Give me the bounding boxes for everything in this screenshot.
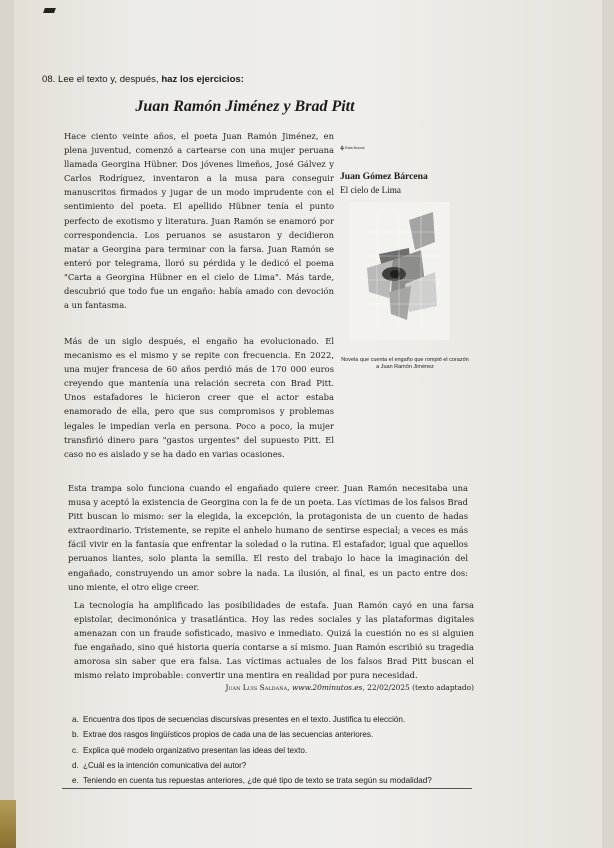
exercise-letter: b. (72, 730, 79, 740)
exercise-text: ¿Cuál es la intención comunicativa del autor? (83, 760, 247, 770)
bottom-divider (62, 788, 472, 789)
exercise-text: Teniendo en cuenta tus repuestas anteriores, ¿de qué tipo de texto se trata según su modalidad? (83, 776, 432, 786)
exercise-letter: a. (72, 715, 79, 724)
exercise-letter: c. (72, 745, 79, 755)
article-title: Juan Ramón Jiménez y Brad Pitt (135, 98, 355, 115)
exercise-text: Encuentra dos tipos de secuencias discursivas presentes en el texto. Justifica tu elección. (83, 715, 406, 724)
exercise-list (72, 712, 482, 788)
publisher-logo-icon: ⚘ (339, 146, 346, 153)
binder-edge (0, 800, 16, 848)
book-caption: Novela que cuenta el engaño que rompió el corazón a Juan Ramón Jiménez (341, 357, 469, 371)
book-publisher: Rata Buscal (345, 146, 365, 150)
book-title: El cielo de Lima (340, 185, 401, 195)
exercise-intro-bold: haz los ejercicios: (161, 74, 244, 85)
article-citation (74, 683, 474, 692)
book-cover-art (349, 202, 450, 340)
exercise-item (72, 743, 482, 758)
article-paragraph-2: Más de un siglo después, el engaño ha evolucionado. El mecanismo es el mismo y se repite con frecuencia. En 2022, una mujer francesa de 60 años perdió más de 170 000 euros creyendo que mantenía una relación secreta con Brad Pitt. Unos estafadores le hicieron creer que el actor estaba enamorado de ella, pero que sus compromisos y problemas legales le impedían verla en persona. Poco a poco, la mujer transfirió dinero para "gastos urgentes" del supuesto Pitt. El caso no es aislado y se ha dado en varias ocasiones. (64, 336, 334, 459)
exercise-item (72, 727, 482, 742)
exercise-item (72, 773, 482, 788)
exercise-item (72, 758, 482, 773)
article-paragraph-1: Hace ciento veinte años, el poeta Juan Ramón Jiménez, en plena juventud, comenzó a cartearse con una mujer peruana llamada Georgina Hübner. Dos jóvenes limeños, José Gálvez y Carlos Rodríguez, inventaron a la musa para conseguir manuscritos firmados y jugar de un modo imprudente con el sentimiento del poeta. El apellido Hübner tenía el punto perfecto de exotismo y literatura. Juan Ramón se enamoró por correspondencia. Los peruanos se asustaron y decidieron matar a Georgina para terminar con la farsa. Juan Ramón se enteró por telegrama, lloró su pérdida y le dedicó el poema "Carta a Georgina Hübner en el cielo de Lima". Más tarde, descubrió que todo fue un engaño: había amado con devoción a un fantasma. (64, 131, 334, 311)
article-paragraph-3: Esta trampa solo funciona cuando el engañado quiere creer. Juan Ramón necesitaba una musa y aceptó la existencia de Georgina con la fe de un poeta. Las víctimas de los falsos Brad Pitt buscan lo mismo: ser la elegida, la excepción, la protagonista de un cuento de hadas extraordinario. Tristemente, se repite el anhelo humano de sentirse especial; a veces es más fácil vivir en la fantasía que enfrentar la soledad o la rutina. El estafador, igual que aquellos peruanos liantes, solo planta la semilla. El resto del trabajo lo hace la imaginación del engañado, construyendo un amor sobre la nada. La ilusión, al final, es un pacto entre dos: uno miente, el otro elige creer. (68, 483, 468, 592)
exercise-text: Explica qué modelo organizativo presentan las ideas del texto. (83, 745, 308, 755)
exercise-letter: e. (72, 776, 79, 786)
exercise-header (42, 74, 244, 85)
book-cover (349, 202, 450, 340)
exercise-item (72, 712, 482, 727)
citation-author: Juan Luis Saldaña, (225, 683, 290, 692)
staple-mark (43, 8, 56, 13)
exercise-text: Extrae dos rasgos lingüísticos propios de cada una de las secuencias anteriores. (83, 730, 374, 740)
article-paragraph-4: La tecnología ha amplificado las posibilidades de estafa. Juan Ramón cayó en una farsa epistolar, decimonónica y trasatlántica. Hoy las redes sociales y las plataformas digitales amenazan con un fraude sofisticado, masivo e inmediato. Quizá la cuestión no es si alguien fue engañado, sino qué historia quería contarse a sí mismo. Juan Ramón escribió su tragedia amorosa sin saber que era falsa. Las víctimas actuales de los falsos Brad Pitt buscan el mismo relato improbable: convertir una mentira en realidad por pura necesidad. (74, 600, 474, 681)
exercise-letter: d. (72, 760, 79, 770)
citation-date: 22/02/2025 (texto adaptado) (367, 683, 474, 692)
exercise-intro: Lee el texto y, después, (58, 74, 159, 85)
book-author: Juan Gómez Bárcena (340, 171, 428, 182)
exercise-number: 08. (42, 74, 56, 85)
citation-source: www.20minutos.es, (291, 683, 365, 692)
